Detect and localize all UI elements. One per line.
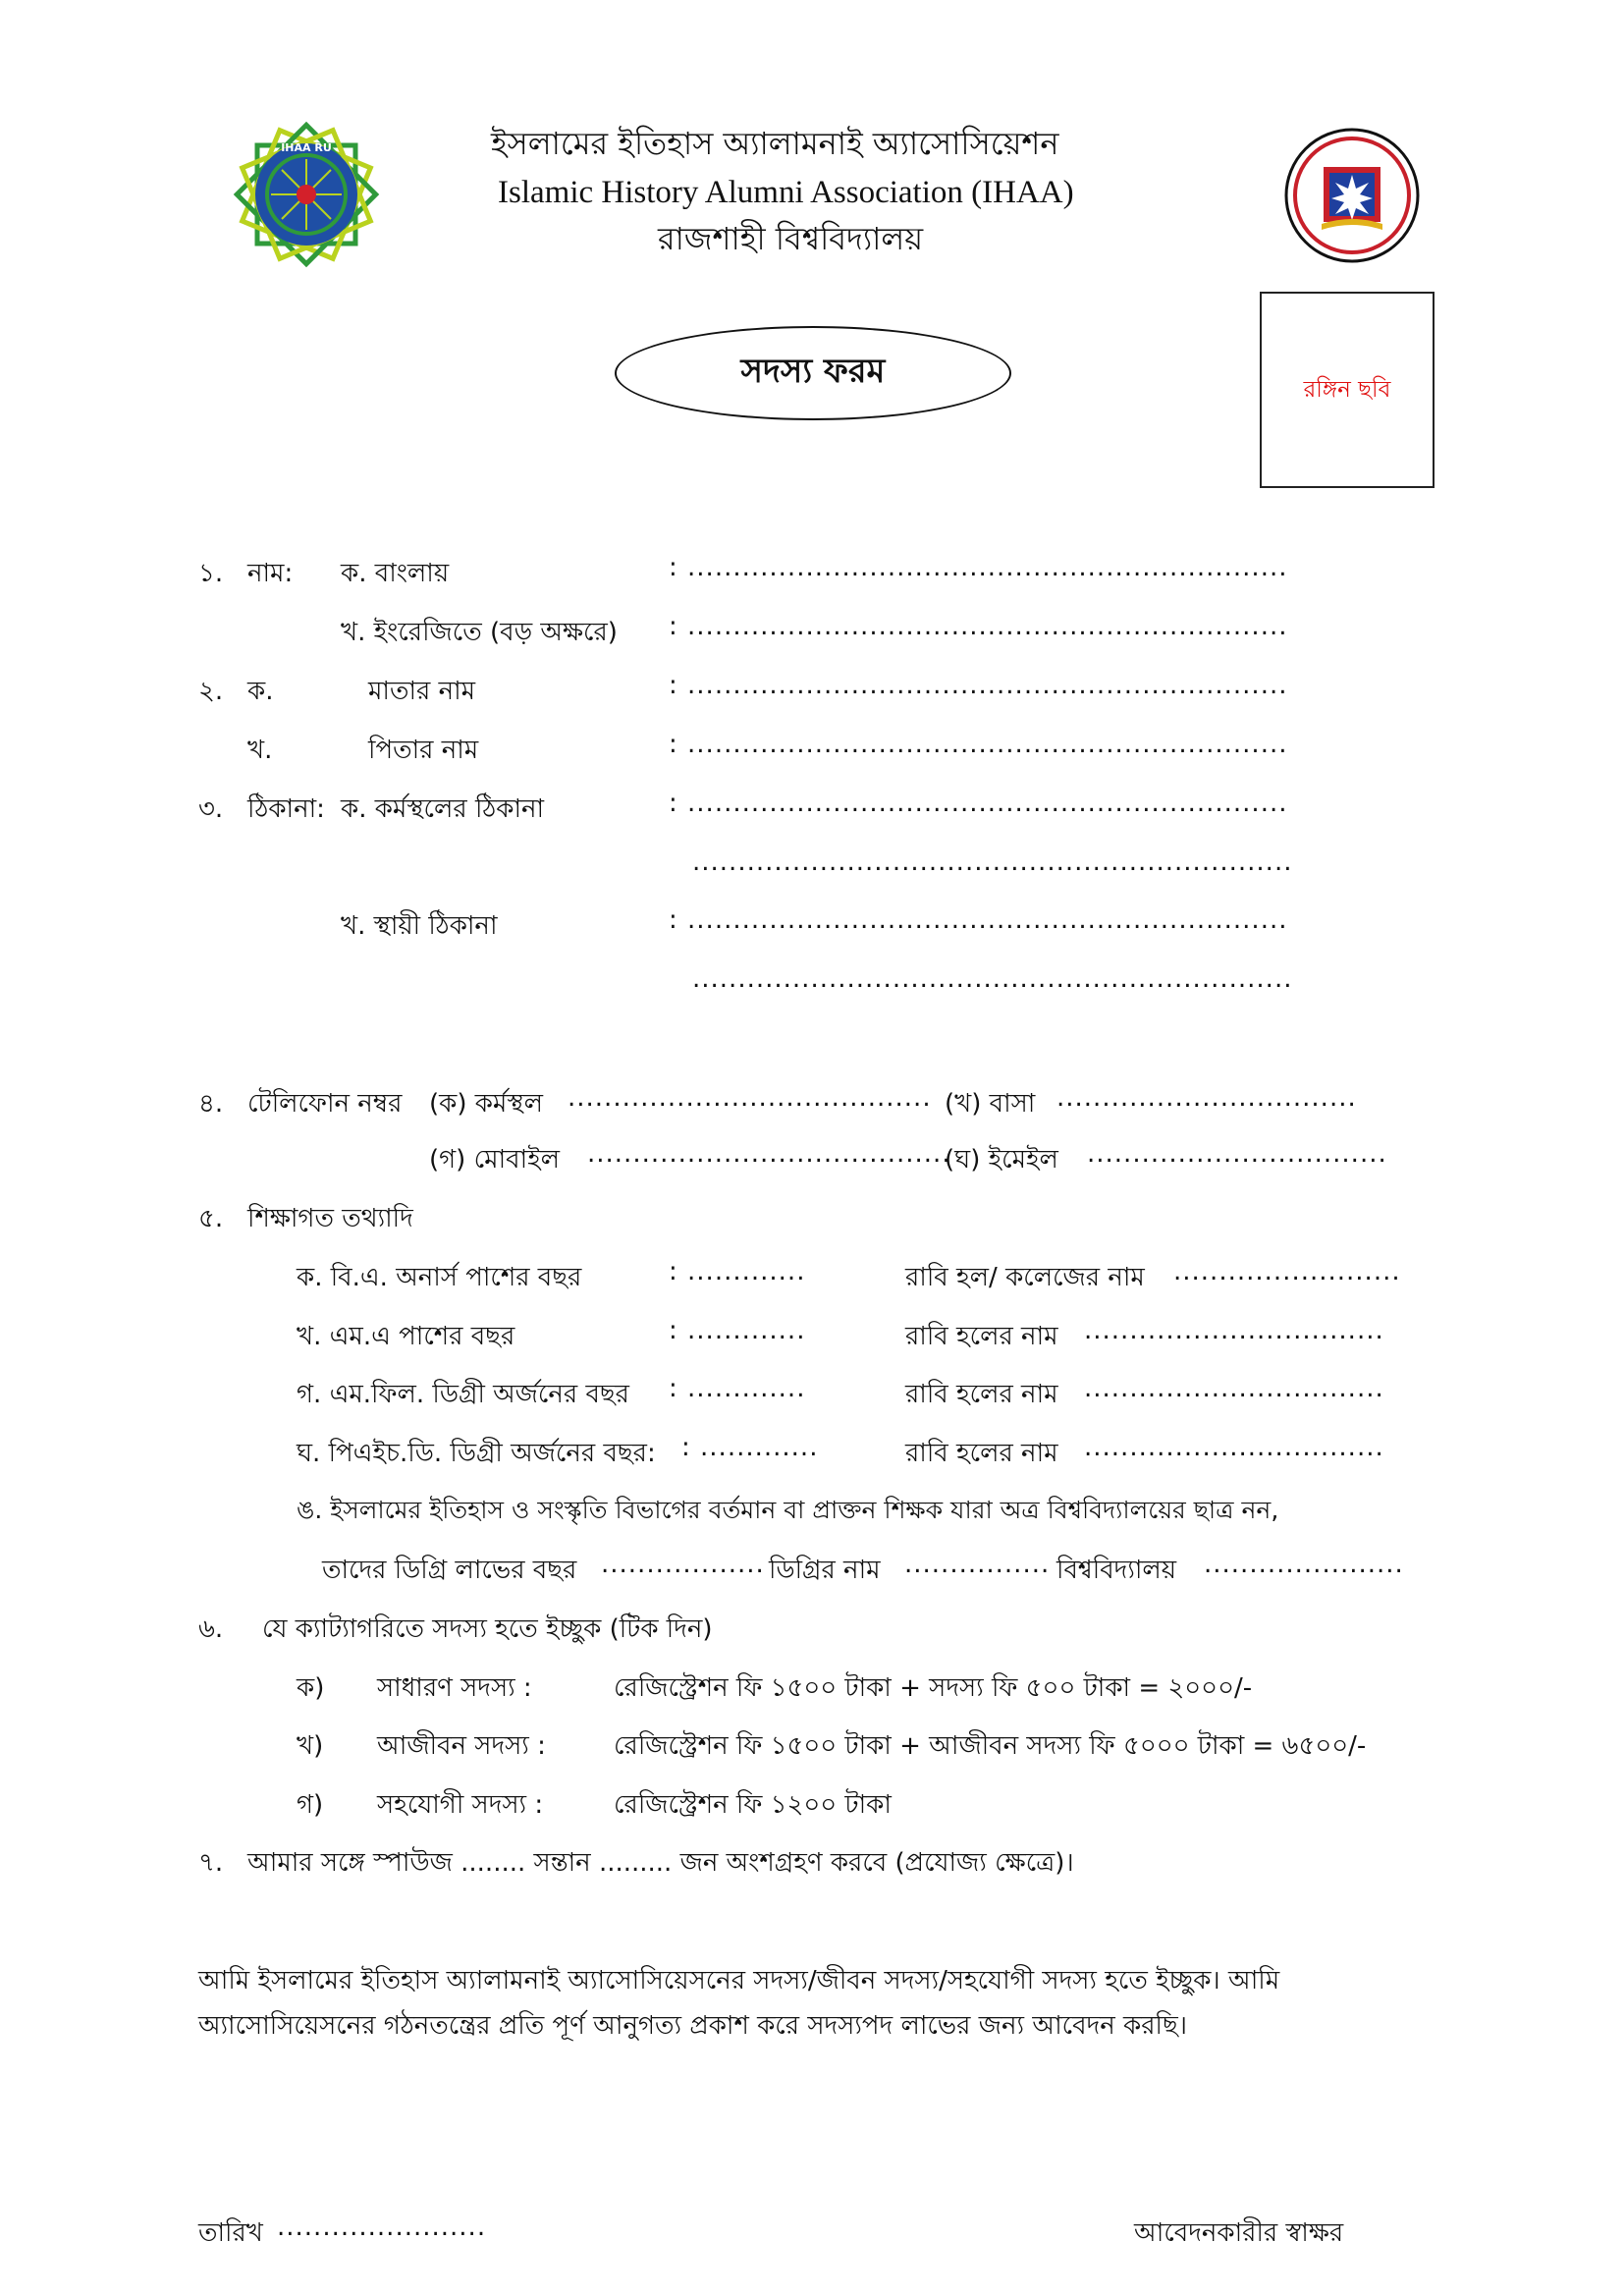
mother-name-field[interactable]: : .................................................................. bbox=[669, 671, 1288, 700]
ba-year-field[interactable]: : ............. bbox=[669, 1257, 806, 1286]
mother-prefix: ক. bbox=[247, 677, 274, 706]
phone-mobile-label: (গ) মোবাইল bbox=[429, 1145, 561, 1175]
education-label: শিক্ষাগত তথ্যাদি bbox=[247, 1204, 413, 1233]
name-english-label: খ. ইংরেজিতে (বড় অক্ষরে) bbox=[341, 618, 618, 647]
teacher-university-label: বিশ্ববিদ্যালয় bbox=[1056, 1556, 1177, 1585]
permanent-address-label: খ. স্থায়ী ঠিকানা bbox=[341, 911, 498, 941]
category-general-fee: রেজিস্ট্রেশন ফি ১৫০০ টাকা + সদস্য ফি ৫০০ টাকা = ২০০০/- bbox=[614, 1673, 1253, 1703]
item-number-4: ৪. bbox=[198, 1089, 224, 1119]
org-name-english: Islamic History Alumni Association (IHAA) bbox=[498, 175, 1074, 210]
category-general-prefix: ক) bbox=[297, 1673, 325, 1703]
name-bangla-label: ক. বাংলায় bbox=[341, 559, 450, 588]
signature-label: আবেদনকারীর স্বাক্ষর bbox=[1134, 2218, 1344, 2248]
category-associate-fee: রেজিস্ট্রেশন ফি ১২০০ টাকা bbox=[614, 1790, 892, 1820]
item-number-1: ১. bbox=[198, 559, 224, 588]
email-label: (ঘ) ইমেইল bbox=[945, 1145, 1058, 1175]
work-address-label: ক. কর্মস্থলের ঠিকানা bbox=[341, 794, 545, 824]
phd-hall-label: রাবি হলের নাম bbox=[905, 1439, 1058, 1468]
phone-home-field[interactable]: ................................. bbox=[1056, 1083, 1357, 1113]
permanent-address-field-line2[interactable]: .................................................................. bbox=[692, 964, 1293, 994]
phone-mobile-field[interactable]: ........................................ bbox=[587, 1139, 951, 1169]
ma-hall-label: রাবি হলের নাম bbox=[905, 1322, 1058, 1351]
category-associate-option[interactable]: সহযোগী সদস্য : bbox=[377, 1790, 544, 1820]
teacher-degree-year-field[interactable]: .................. bbox=[601, 1550, 765, 1579]
teacher-university-field[interactable]: ...................... bbox=[1204, 1550, 1404, 1579]
father-name-label: পিতার নাম bbox=[368, 736, 479, 765]
item-number-7: ৭. bbox=[198, 1848, 224, 1878]
teacher-degree-name-label: ডিগ্রির নাম bbox=[769, 1556, 881, 1585]
item-number-2: ২. bbox=[198, 677, 224, 706]
ba-hall-field[interactable]: ......................... bbox=[1173, 1257, 1401, 1286]
phone-label: টেলিফোন নম্বর bbox=[247, 1089, 403, 1119]
item-number-3: ৩. bbox=[198, 794, 224, 824]
phone-work-field[interactable]: ........................................ bbox=[568, 1083, 932, 1113]
teacher-note: ঙ. ইসলামের ইতিহাস ও সংস্কৃতি বিভাগের বর্তমান বা প্রাক্তন শিক্ষক যারা অত্র বিশ্ববিদ্যালয়ের ছাত্র নন, bbox=[297, 1496, 1279, 1524]
name-label: নাম: bbox=[247, 559, 294, 588]
org-name-bangla: ইসলামের ইতিহাস অ্যালামনাই অ্যাসোসিয়েশন bbox=[491, 125, 1059, 162]
name-english-field[interactable]: : .................................................................. bbox=[669, 612, 1288, 641]
name-bangla-field[interactable]: : .................................................................. bbox=[669, 553, 1288, 582]
ma-year-field[interactable]: : ............. bbox=[669, 1316, 806, 1345]
rajshahi-university-logo bbox=[1282, 126, 1422, 265]
item-number-6: ৬. bbox=[198, 1614, 224, 1644]
teacher-degree-name-field[interactable]: ................ bbox=[904, 1550, 1051, 1579]
ma-hall-field[interactable]: ................................. bbox=[1084, 1316, 1384, 1345]
university-name: রাজশাহী বিশ্ববিদ্যালয় bbox=[658, 220, 924, 257]
mother-name-label: মাতার নাম bbox=[368, 677, 476, 706]
ba-year-label: ক. বি.এ. অনার্স পাশের বছর bbox=[297, 1263, 582, 1292]
category-lifetime-fee: রেজিস্ট্রেশন ফি ১৫০০ টাকা + আজীবন সদস্য ফি ৫০০০ টাকা = ৬৫০০/- bbox=[614, 1731, 1367, 1761]
category-lifetime-prefix: খ) bbox=[297, 1731, 324, 1761]
photo-box[interactable] bbox=[1260, 292, 1435, 488]
category-lifetime-option[interactable]: আজীবন সদস্য : bbox=[377, 1731, 546, 1761]
declaration-line-2: অ্যাসোসিয়েসনের গঠনতন্ত্রের প্রতি পূর্ণ আনুগত্য প্রকাশ করে সদস্যপদ লাভের জন্য আবেদন করছি। bbox=[198, 2011, 1187, 2041]
category-label: যে ক্যাট্যাগরিতে সদস্য হতে ইচ্ছুক (টিক দিন) bbox=[262, 1614, 713, 1644]
date-field[interactable]: ....................... bbox=[277, 2213, 487, 2242]
address-label: ঠিকানা: bbox=[247, 794, 325, 824]
phd-year-label: ঘ. পিএইচ.ডি. ডিগ্রী অর্জনের বছর: bbox=[297, 1439, 656, 1468]
ma-year-label: খ. এম.এ পাশের বছর bbox=[297, 1322, 515, 1351]
photo-label: রঙ্গিন ছবি bbox=[1303, 376, 1391, 403]
category-associate-prefix: গ) bbox=[297, 1790, 324, 1820]
mphil-hall-label: রাবি হলের নাম bbox=[905, 1380, 1058, 1409]
permanent-address-field[interactable]: : .................................................................. bbox=[669, 905, 1288, 935]
mphil-year-label: গ. এম.ফিল. ডিগ্রী অর্জনের বছর bbox=[297, 1380, 629, 1409]
phone-work-label: (ক) কর্মস্থল bbox=[429, 1089, 543, 1119]
phone-home-label: (খ) বাসা bbox=[945, 1089, 1036, 1119]
mphil-year-field[interactable]: : ............. bbox=[669, 1374, 806, 1403]
email-field[interactable]: ................................. bbox=[1087, 1139, 1387, 1169]
work-address-field[interactable]: : .................................................................. bbox=[669, 789, 1288, 818]
ihaa-logo bbox=[228, 116, 385, 273]
category-general-option[interactable]: সাধারণ সদস্য : bbox=[377, 1673, 532, 1703]
father-name-field[interactable]: : .................................................................. bbox=[669, 730, 1288, 759]
phd-year-field[interactable]: : ............. bbox=[681, 1433, 819, 1462]
phd-hall-field[interactable]: ................................. bbox=[1084, 1433, 1384, 1462]
spouse-children-line[interactable]: আমার সঙ্গে স্পাউজ ........ সন্তান ......... জন অংশগ্রহণ করবে (প্রযোজ্য ক্ষেত্রে)। bbox=[247, 1848, 1074, 1878]
mphil-hall-field[interactable]: ................................. bbox=[1084, 1374, 1384, 1403]
teacher-degree-year-label: তাদের ডিগ্রি লাভের বছর bbox=[322, 1556, 577, 1585]
form-title-oval bbox=[615, 326, 1011, 420]
ba-hall-label: রাবি হল/ কলেজের নাম bbox=[905, 1263, 1145, 1292]
declaration-line-1: আমি ইসলামের ইতিহাস অ্যালামনাই অ্যাসোসিয়েসনের সদস্য/জীবন সদস্য/সহযোগী সদস্য হতে ইচ্ছুক। আমি bbox=[198, 1966, 1280, 1995]
father-prefix: খ. bbox=[247, 736, 273, 765]
date-label: তারিখ bbox=[198, 2218, 263, 2248]
work-address-field-line2[interactable]: .................................................................. bbox=[692, 847, 1293, 877]
item-number-5: ৫. bbox=[198, 1204, 224, 1233]
form-title: সদস্য ফরম bbox=[740, 351, 886, 391]
ihaa-logo-letters: IHAA RU bbox=[281, 141, 332, 154]
